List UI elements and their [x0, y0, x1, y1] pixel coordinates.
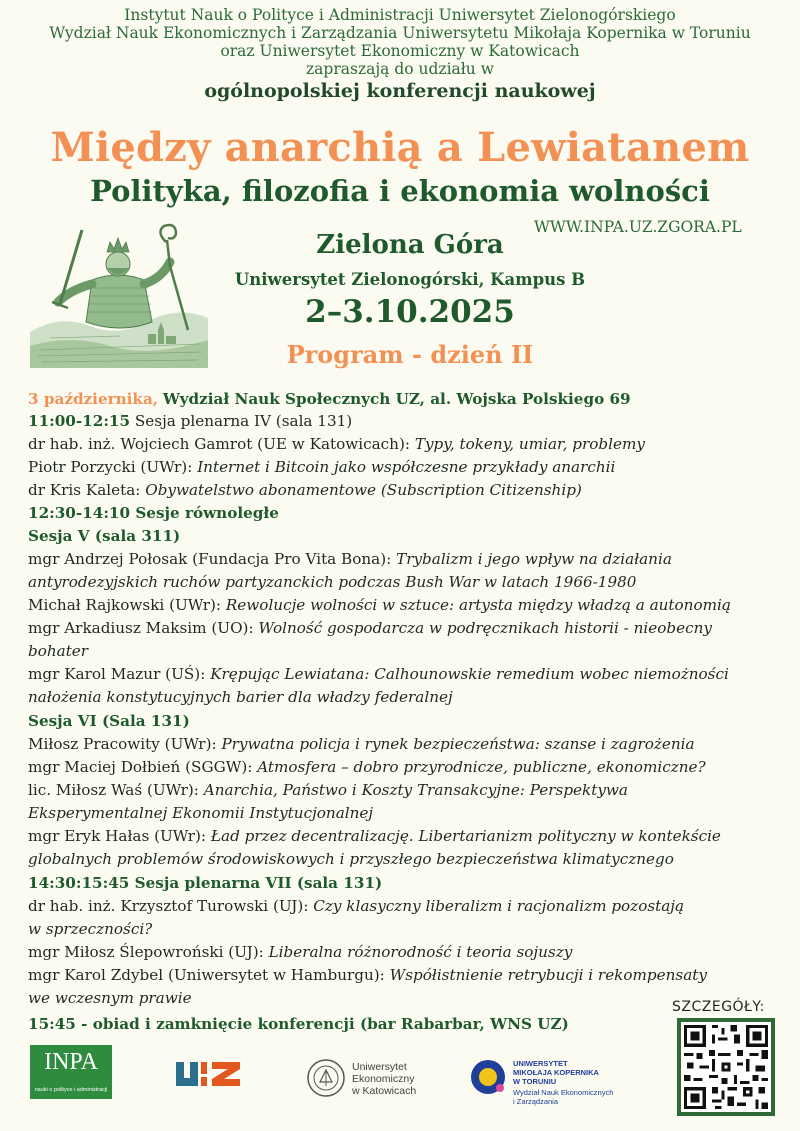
talk-title: Trybalizm i jego wpływ na działania: [396, 550, 672, 568]
talk-title-continued: bohater: [28, 642, 89, 660]
uz-logo: [174, 1056, 244, 1096]
talk-author: mgr Eryk Hałas (UWr):: [28, 827, 211, 845]
talk-author: mgr Andrzej Połosak (Fundacja Pro Vita Bona):: [28, 550, 397, 568]
talk-title-continued: Eksperymentalnej Ekonomii Instytucjonalnej: [28, 804, 374, 822]
talk-title-continued: globalnych problemów środowiskowych i przyszłego bezpieczeństwa klimatycznego: [28, 850, 674, 868]
talk-title: Rewolucje wolności w sztuce: artysta między władzą a autonomią: [225, 596, 731, 614]
session-iv-header: [28, 410, 788, 432]
header-line-2: Wydział Nauk Ekonomicznych i Zarządzania Uniwersytetu Mikołaja Kopernika w Toruniu: [49, 24, 751, 42]
talk-author: lic. Miłosz Waś (UWr):: [28, 781, 204, 799]
session-vi-header: Sesja VI (Sala 131): [28, 712, 190, 730]
header-line-1: Instytut Nauk o Polityce i Administracji Uniwersytet Zielonogórskiego: [124, 6, 676, 24]
parallel-sessions-header: 12:30-14:10 Sesje równoległe: [28, 504, 279, 522]
talk-author: mgr Karol Zdybel (Uniwersytet w Hamburgu):: [28, 966, 390, 984]
talk-title: Liberalna różnorodność i teoria sojuszy: [268, 943, 573, 961]
day-header: [28, 388, 788, 410]
talk-row: [28, 964, 788, 986]
talk-author: mgr Maciej Dołbień (SGGW):: [28, 758, 258, 776]
talk-row: [28, 456, 788, 478]
session-v-header: Sesja V (sala 311): [28, 527, 181, 545]
session-vii-header: 14:30:15:45 Sesja plenarna VII (sala 131): [28, 874, 383, 892]
city: Zielona Góra: [316, 230, 504, 260]
talk-title: Obywatelstwo abonamentowe (Subscription Citizenship): [145, 481, 582, 499]
inpa-logo-text: INPA: [44, 1049, 98, 1075]
conference-title: Między anarchią a Lewiatanem: [50, 124, 750, 171]
umk-name-line: W TORUNIU: [513, 1077, 557, 1086]
talk-row: [28, 825, 788, 847]
inpa-logo: [30, 1045, 112, 1099]
day-date: 3 października,: [28, 390, 159, 408]
talk-author: mgr Arkadiusz Maksim (UO):: [28, 619, 259, 637]
talk-title: Współistnienie retrybucji i rekompensaty: [389, 966, 707, 984]
talk-title: Wolność gospodarcza w podręcznikach historii - nieobecny: [258, 619, 712, 637]
header-line-3: oraz Uniwersytet Ekonomiczny w Katowicach: [220, 42, 580, 60]
talk-title: Internet i Bitcoin jako współczesne przykłady anarchii: [197, 458, 616, 476]
talk-title: Czy klasyczny liberalizm i racjonalizm pozostają: [313, 897, 685, 915]
talk-row: [28, 548, 788, 570]
talk-title: Anarchia, Państwo i Koszty Transakcyjne: Perspektywa: [203, 781, 628, 799]
ue-katowice-seal-logo: [306, 1058, 346, 1098]
umk-name-line: MIKOŁAJA KOPERNIKA: [513, 1068, 599, 1077]
talk-title: Prywatna policja i rynek bezpieczeństwa: szanse i zagrożenia: [221, 735, 695, 753]
session-iv-time: 11:00-12:15: [28, 412, 131, 430]
talk-author: Michał Rajkowski (UWr):: [28, 596, 226, 614]
conference-type: ogólnopolskiej konferencji naukowej: [204, 80, 596, 102]
talk-author: dr Kris Kaleta:: [28, 481, 146, 499]
leviathan-engraving-image: [30, 222, 208, 368]
talk-row: [28, 479, 788, 501]
closing-line: 15:45 - obiad i zamknięcie konferencji (bar Rabarbar, WNS UZ): [28, 1015, 569, 1033]
talk-author: dr hab. inż. Wojciech Gamrot (UE w Katowicach):: [28, 435, 415, 453]
talk-author: dr hab. inż. Krzysztof Turowski (UJ):: [28, 897, 314, 915]
talk-author: Miłosz Pracowity (UWr):: [28, 735, 222, 753]
talk-row: [28, 433, 788, 455]
talk-author: mgr Karol Mazur (UŚ):: [28, 665, 211, 683]
talk-row: [28, 941, 788, 963]
umk-name: [513, 1059, 599, 1086]
talk-title-continued: w sprzeczności?: [28, 920, 153, 938]
umk-faculty: [513, 1088, 613, 1106]
details-label: SZCZEGÓŁY:: [672, 999, 765, 1015]
conference-subtitle: Polityka, filozofia i ekonomia wolności: [90, 174, 710, 208]
talk-row: [28, 663, 788, 685]
talk-row: [28, 895, 788, 917]
talk-author: Piotr Porzycki (UWr):: [28, 458, 198, 476]
session-iv-name: Sesja plenarna IV (sala 131): [134, 412, 353, 430]
program-title: Program - dzień II: [286, 340, 534, 369]
umk-faculty-line: i Zarządzania: [513, 1097, 559, 1106]
inpa-logo-subtext: nauki o polityce i administracji: [34, 1087, 108, 1093]
talk-row: [28, 779, 788, 801]
day-place: Wydział Nauk Społecznych UZ, al. Wojska Polskiego 69: [162, 390, 631, 408]
umk-faculty-line: Wydział Nauk Ekonomicznych: [513, 1088, 614, 1097]
talk-title-continued: we wczesnym prawie: [28, 989, 192, 1007]
talk-row: [28, 617, 788, 639]
website-url[interactable]: WWW.INPA.UZ.ZGORA.PL: [534, 218, 742, 236]
talk-title-continued: nałożenia konstytucyjnych barier dla władzy federalnej: [28, 688, 453, 706]
talk-title-continued: antyrodezyjskich ruchów partyzanckich podczas Bush War w latach 1966-1980: [28, 573, 637, 591]
umk-name-line: UNIWERSYTET: [513, 1059, 568, 1068]
qr-code-icon[interactable]: [677, 1018, 775, 1116]
dates: 2–3.10.2025: [305, 294, 515, 330]
ue-name-line: Uniwersytet: [352, 1061, 407, 1073]
talk-title: Typy, tokeny, umiar, problemy: [414, 435, 645, 453]
talk-title: Ład przez decentralizację. Libertarianizm polityczny w kontekście: [210, 827, 721, 845]
ue-katowice-name: [352, 1061, 416, 1097]
talk-row: [28, 733, 788, 755]
header-line-4: zapraszają do udziału w: [306, 60, 494, 78]
talk-row: [28, 756, 788, 778]
venue: Uniwersytet Zielonogórski, Kampus B: [234, 270, 586, 289]
talk-title: Krępując Lewiatana: Calhounowskie remedium wobec niemożności: [210, 665, 729, 683]
talk-author: mgr Miłosz Ślepowroński (UJ):: [28, 943, 269, 961]
ue-name-line: w Katowicach: [352, 1085, 417, 1097]
talk-row: [28, 594, 788, 616]
ue-name-line: Ekonomiczny: [352, 1073, 415, 1085]
umk-logo: [468, 1057, 508, 1097]
talk-title: Atmosfera – dobro przyrodnicze, publiczne, ekonomiczne?: [257, 758, 706, 776]
